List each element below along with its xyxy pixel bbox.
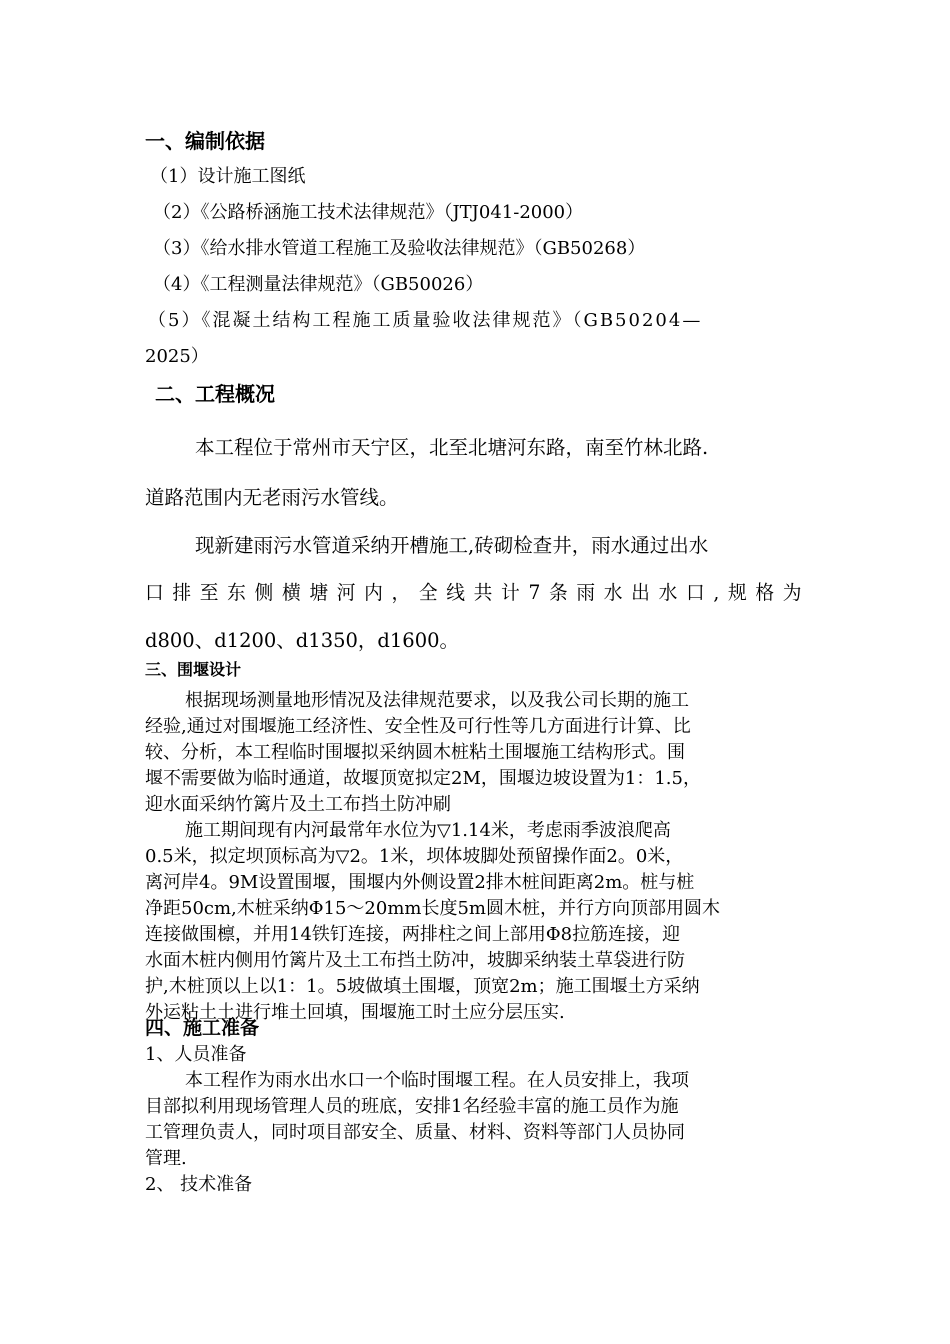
paragraph-line: 外运粘土土进行堆土回填，围堰施工时土应分层压实. — [145, 1002, 565, 1023]
reference-item-3: （3）《给水排水管道工程施工及验收法律规范》（GB50268） — [153, 238, 646, 259]
paragraph-line: 口排至东侧横塘河内，全线共计7条雨水出水口,规格为 — [145, 581, 811, 604]
paragraph-line: 较、分析，本工程临时围堰拟采纳圆木桩粘土围堰施工结构形式。围 — [145, 742, 685, 763]
paragraph-line: 施工期间现有内河最常年水位为▽1.14米，考虑雨季波浪爬高 — [185, 820, 671, 841]
reference-item-5: （5）《混凝土结构工程施工质量验收法律规范》（GB50204— — [148, 310, 703, 331]
paragraph-line: 连接做围檩，并用14铁钉连接，两排柱之间上部用Φ8拉筋连接，迎 — [145, 924, 681, 945]
paragraph-line: 本工程作为雨水出水口一个临时围堰工程。在人员安排上，我项 — [185, 1070, 689, 1091]
reference-item-2: （2）《公路桥涵施工技术法律规范》（JTJ041-2000） — [153, 202, 584, 223]
paragraph-line: 0.5米，拟定坝顶标高为▽2。1米，坝体坡脚处预留操作面2。0米， — [145, 846, 684, 867]
paragraph-line: 现新建雨污水管道采纳开槽施工,砖砌检查井，雨水通过出水 — [195, 534, 709, 557]
paragraph-line: 迎水面采纳竹篱片及土工布挡土防冲刷 — [145, 794, 451, 815]
paragraph-line: 工管理负责人，同时项目部安全、质量、材料、资料等部门人员协同 — [145, 1122, 685, 1143]
paragraph-line: 根据现场测量地形情况及法律规范要求，以及我公司长期的施工 — [185, 690, 689, 711]
paragraph-line: 护,木桩顶以上以1：1。5坡做填土围堰，顶宽2m；施工围堰土方采纳 — [145, 976, 700, 997]
paragraph-line: 经验,通过对围堰施工经济性、安全性及可行性等几方面进行计算、比 — [145, 716, 691, 737]
subsection-1-heading: 1、人员准备 — [145, 1044, 247, 1065]
paragraph-line: 净距50cm,木桩采纳Φ15～20mm长度5m圆木桩，并行方向顶部用圆木 — [145, 898, 720, 919]
paragraph-line: d800、d1200、d1350，d1600。 — [145, 629, 460, 652]
paragraph-line: 本工程位于常州市天宁区，北至北塘河东路，南至竹林北路. — [195, 436, 709, 459]
subsection-2-heading: 2、 技术准备 — [145, 1174, 253, 1195]
paragraph-line: 管理. — [145, 1148, 187, 1169]
section-3-heading: 三、围堰设计 — [145, 660, 242, 679]
reference-item-1: （1）设计施工图纸 — [150, 166, 306, 187]
paragraph-line: 道路范围内无老雨污水管线。 — [145, 486, 399, 509]
section-1-heading: 一、编制依据 — [145, 129, 265, 153]
paragraph-line: 堰不需要做为临时通道，故堰顶宽拟定2M，围堰边坡设置为1：1.5， — [145, 768, 701, 789]
reference-item-4: （4）《工程测量法律规范》（GB50026） — [153, 274, 484, 295]
paragraph-line: 目部拟利用现场管理人员的班底，安排1名经验丰富的施工员作为施 — [145, 1096, 679, 1117]
section-4-heading: 四、施工准备 — [145, 1017, 260, 1039]
paragraph-line: 离河岸4。9M设置围堰，围堰内外侧设置2排木桩间距离2m。桩与桩 — [145, 872, 695, 893]
section-2-heading: 二、工程概况 — [155, 382, 275, 406]
paragraph-line: 水面木桩内侧用竹篱片及土工布挡土防冲，坡脚采纳装土草袋进行防 — [145, 950, 685, 971]
reference-item-5-continued: 2025） — [145, 346, 209, 367]
